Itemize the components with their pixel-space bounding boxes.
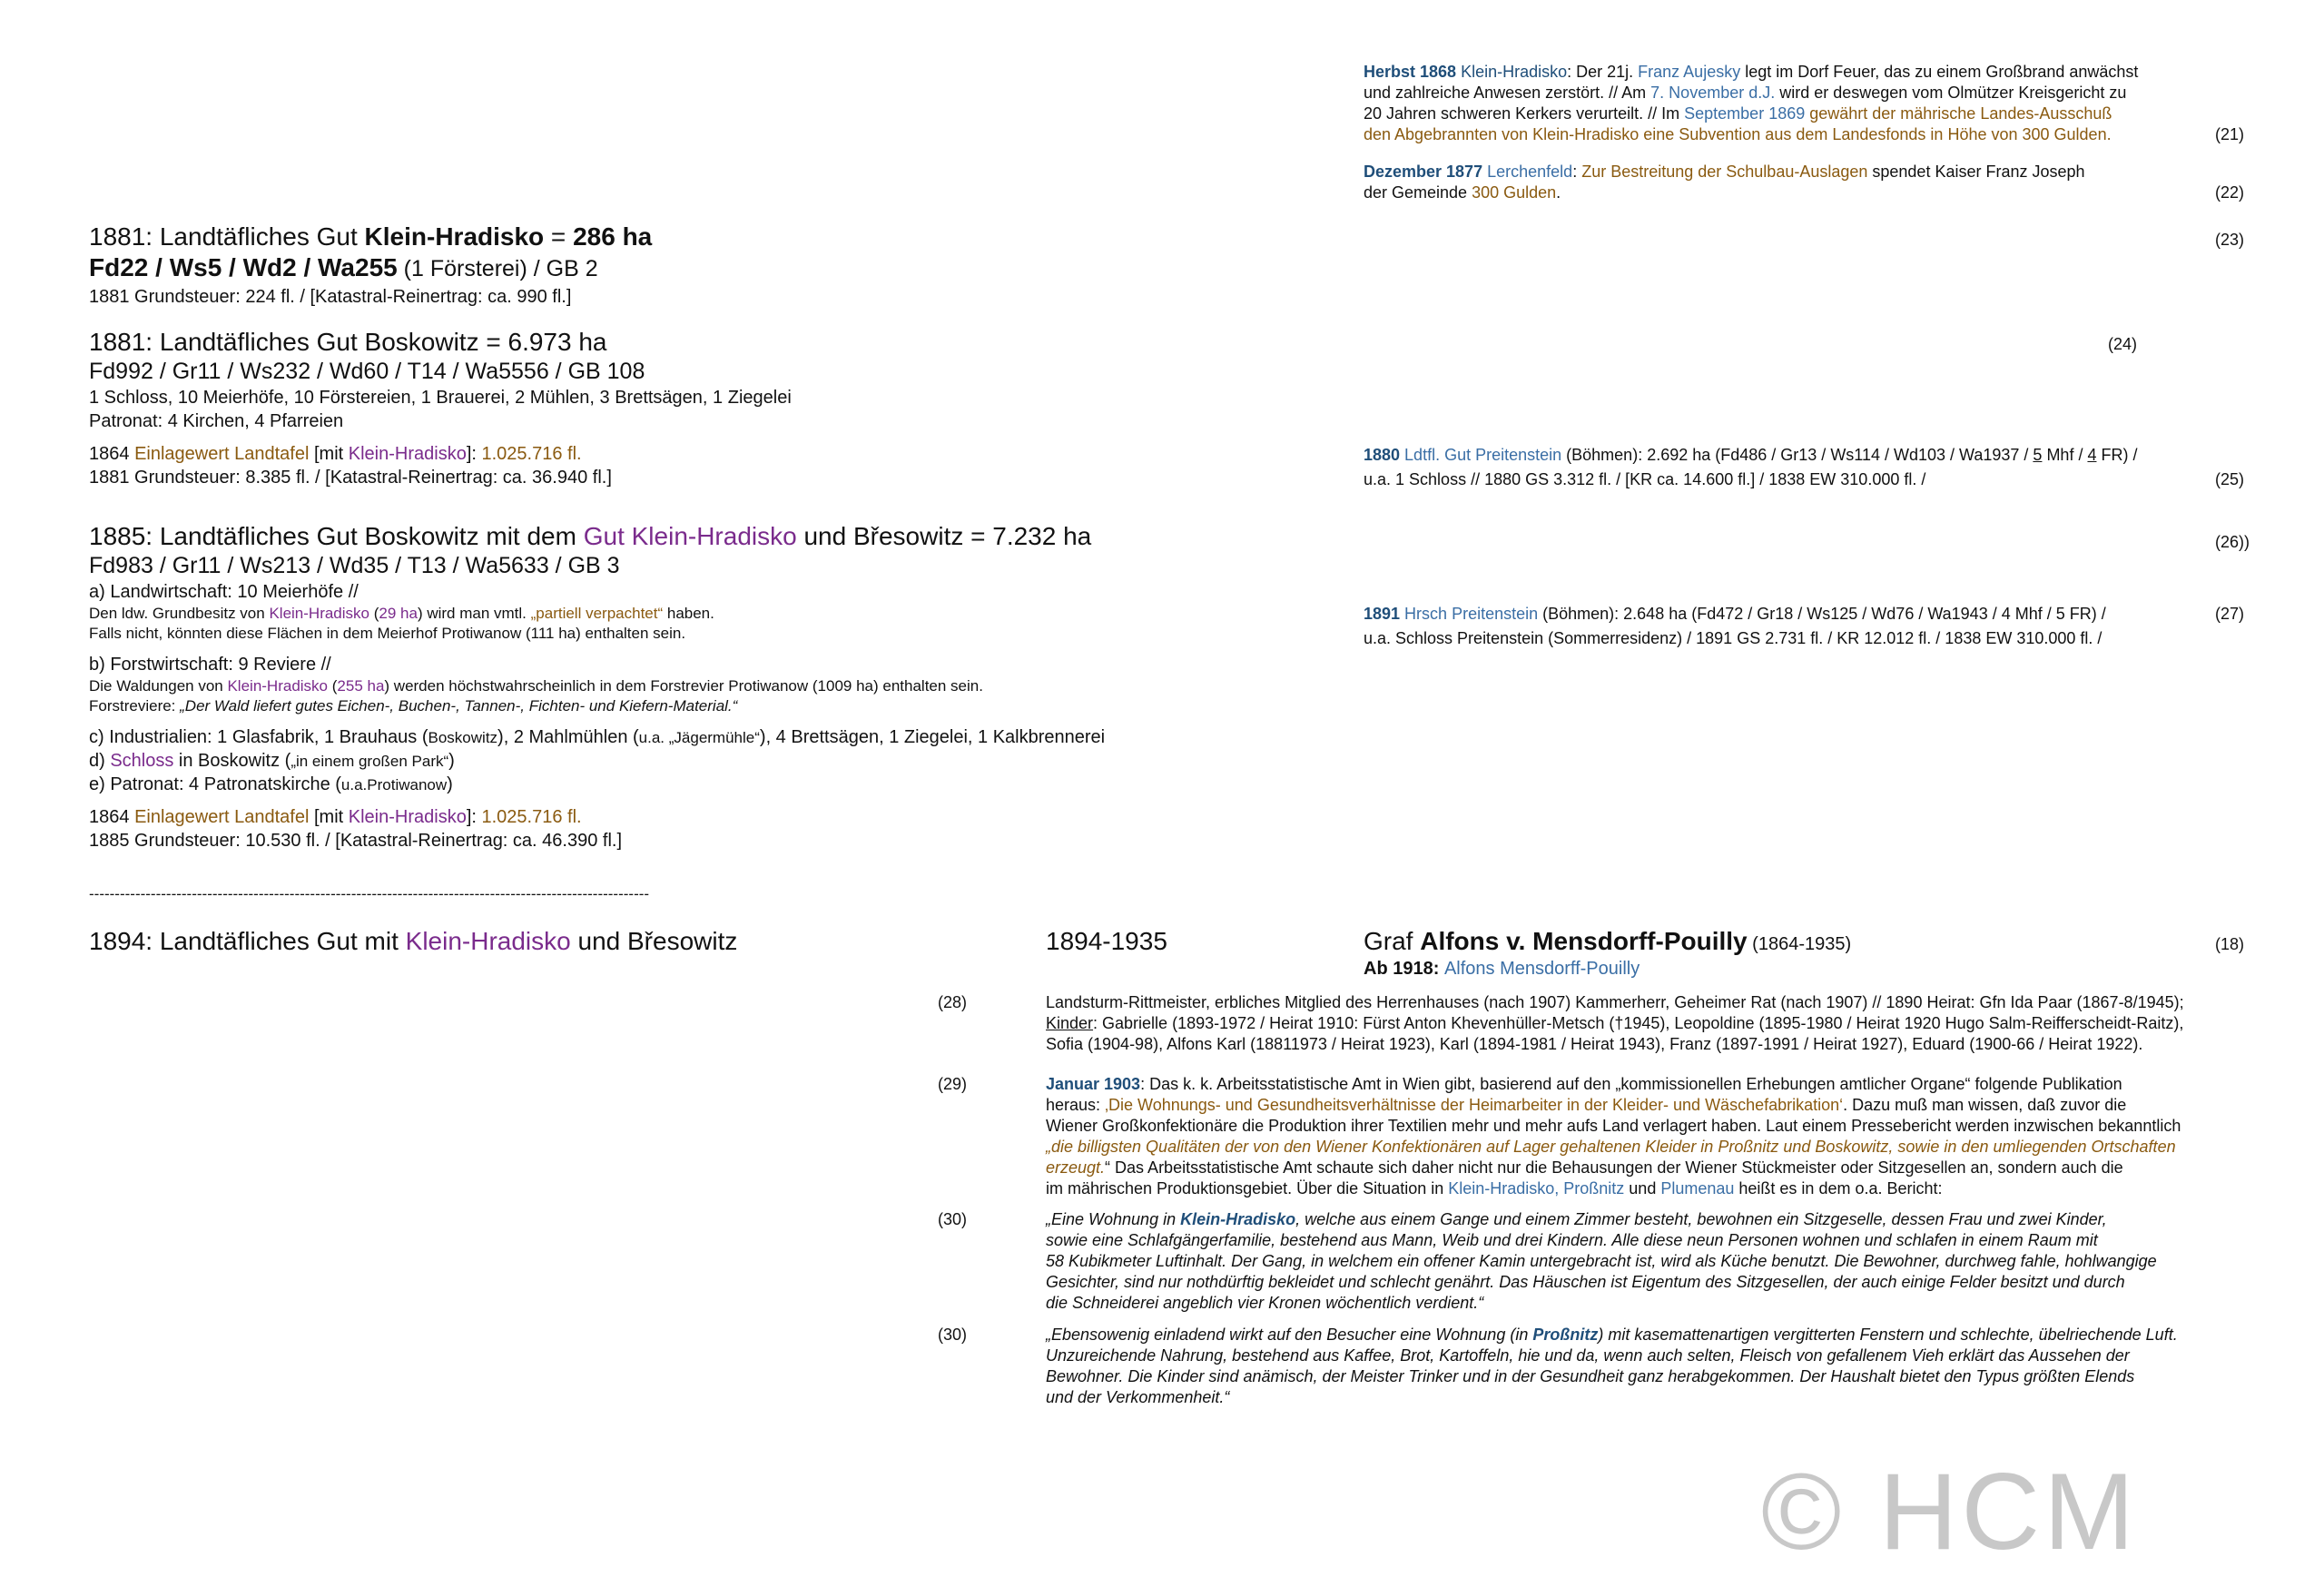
ref-26: (26)) <box>2215 533 2250 551</box>
ref-30b: (30) <box>938 1326 968 1344</box>
section-1881-klein-hradisko: 1881: Landtäfliches Gut Klein-Hradisko = 286 ha Fd22 / Ws5 / Wd2 / Wa255 (1 Försterei) / GB 2 1881 Grundsteuer: 224 fl. / [Katastral-Reinertrag: ca. 990 fl.] <box>89 222 653 307</box>
section-1885: 1885: Landtäfliches Gut Boskowitz mit dem Gut Klein-Hradisko und Břesowitz = 7.232 ha Fd983 / Gr11 / Ws213 / Wd35 / T13 / Wa5633 / GB 3 a) Landwirtschaft: 10 Meierhöfe // Den ldw. Grundbesitz von Klein-Hradisko (29 ha) wird man vmtl. „partiell verpachtet“ haben. Falls nicht, könnten diese Flächen in dem Meierhof Protiwanow (111 ha) enthalten sein. b) Forstwirtschaft: 9 Reviere // Die Waldungen von Klein-Hradisko (255 ha) werden höchstwahrscheinlich in dem Forstrevier Protiwanow (1009 ha) enthalten sein. Forstreviere: „Der Wald liefert gutes Eichen-, Buchen-, Tannen-, Fichten- und Kiefern-Material.“ c) Industrialien: 1 Glasfabrik, 1 Brauhaus (Boskowitz), 2 Mahlmühlen (u.a. „Jägermühle“), 4 Brettsägen, 1 Ziegelei, 1 Kalkbrennerei d) Schloss in Boskowitz („in einem großen Park“) e) Patronat: 4 Patronatskirche (u.a.Protiwanow) 1864 Einlagewert Landtafel [mit Klein-Hradisko]: 1.025.716 fl. 1885 Grundsteuer: 10.530 fl. / [Katastral-Reinertrag: ca. 46.390 fl.] <box>89 522 1106 851</box>
note-21: Herbst 1868 Klein-Hradisko: Der 21j. Franz Aujesky legt im Dorf Feuer, das zu einem Großbrand anwächst und zahlreiche Anwesen zerstört. // Am 7. November d.J. wird er deswegen vom Olmützer Kreisgericht zu 20 Jahren schweren Kerkers verurteilt. // Im September 1869 gewährt der mährische Landes-Ausschuß den Abgebrannten von Klein-Hradisko eine Subvention aus dem Landesfonds in Höhe von 300 Gulden. <box>1364 63 2139 143</box>
watermark-copyright: © HCM <box>1761 1451 2139 1572</box>
note-27: 1891 Hrsch Preitenstein (Böhmen): 2.648 ha (Fd472 / Gr18 / Ws125 / Wd76 / Wa1943 / 4 Mhf / 5 FR) / u.a. Schloss Preitenstein (Sommerresidenz) / 1891 GS 2.731 fl. / KR 12.012 fl. / 1838 EW 310.000 fl. / <box>1364 605 2106 647</box>
ref-23: (23) <box>2215 231 2245 249</box>
ref-24: (24) <box>2108 335 2138 353</box>
owner-name: Graf Alfons v. Mensdorff-Pouilly (1864-1935) Ab 1918: Alfons Mensdorff-Pouilly <box>1364 927 1852 979</box>
ref-22: (22) <box>2215 183 2245 202</box>
ref-28: (28) <box>938 993 968 1011</box>
note-22: Dezember 1877 Lerchenfeld: Zur Bestreitung der Schulbau-Auslagen spendet Kaiser Franz Joseph der Gemeinde 300 Gulden. <box>1364 163 2085 202</box>
section-1881-boskowitz: 1881: Landtäfliches Gut Boskowitz = 6.973 ha Fd992 / Gr11 / Ws232 / Wd60 / T14 / Wa5556 / GB 108 1 Schloss, 10 Meierhöfe, 10 Förstereien, 1 Brauerei, 2 Mühlen, 3 Brettsägen, 1 Ziegelei Patronat: 4 Kirchen, 4 Pfarreien 1864 Einlagewert Landtafel [mit Klein-Hradisko]: 1.025.716 fl. 1881 Grundsteuer: 8.385 fl. / [Katastral-Reinertrag: ca. 36.940 fl.] <box>89 328 792 488</box>
note-29: Januar 1903: Das k. k. Arbeitsstatistische Amt in Wien gibt, basierend auf den „kommissionellen Erhebungen amtlicher Organe“ folgende Publikation heraus: ‚Die Wohnungs- und Gesundheitsverhältnisse der Heimarbeiter in der Kleider- und Wäschefabrikation‘. Dazu muß man wissen, daß zuvor die Wiener Großkonfektionäre die Produktion ihrer Textilien mehr und mehr aufs Land verlagert haben. Laut einem Pressebericht werden inzwischen bekanntlich „die billigsten Qualitäten der von den Wiener Konfektionären auf Lager gehaltenen Kleider in Proßnitz und Boskowitz, sowie in den umliegenden Ortschaften erzeugt.“ Das Arbeitsstatistische Amt schaute sich daher nicht nur die Behausungen der Wiener Stückmeister oder Sitzgesellen an, sondern auch die im mährischen Produktionsgebiet. Über die Situation in Klein-Hradisko, Proßnitz und Plumenau heißt es in dem o.a. Bericht: <box>1046 1075 2181 1198</box>
note-30b: „Ebensowenig einladend wirkt auf den Besucher eine Wohnung (in Proßnitz) mit kasemattenartigen vergitterten Fenstern und schlechte, übelriechende Luft. Unzureichende Nahrung, bestehend aus Kaffee, Brot, Kartoffeln, hie und da, wenn auch selten, Fleisch von gefallenem Vieh erklärt das Aussehen der Bewohner. Die Kinder sind anämisch, der Meister Trinker und in der Gesundheit ganz herabgekommen. Der Haushalt bietet den Typus größten Elends und der Verkommenheit.“ <box>1046 1326 2178 1406</box>
ref-29: (29) <box>938 1075 968 1093</box>
section-1894-title: 1894: Landtäfliches Gut mit Klein-Hradisko und Břesowitz <box>89 927 738 955</box>
owner-years: 1894-1935 <box>1046 927 1167 955</box>
note-28: Landsturm-Rittmeister, erbliches Mitglied des Herrenhauses (nach 1907) Kammerherr, Geheimer Rat (nach 1907) // 1890 Heirat: Gfn Ida Paar (1867-8/1945); Kinder: Gabrielle (1893-1972 / Heirat 1910: Fürst Anton Khevenhüller-Metsch (†1945), Leopoldine (1895-1980 / Heirat 1920 Hugo Salm-Reifferscheidt-Raitz), Sofia (1904-98), Alfons Karl (18811973 / Heirat 1923), Karl (1894-1981 / Heirat 1943), Franz (1897-1991 / Heirat 1927), Eduard (1900-66 / Heirat 1922). <box>1046 993 2184 1053</box>
section-divider: ------------------------------------------------------------------------------------------------------------- <box>89 885 650 902</box>
ref-30a: (30) <box>938 1210 968 1228</box>
ref-27: (27) <box>2215 605 2245 623</box>
note-30a: „Eine Wohnung in Klein-Hradisko, welche aus einem Gange und einem Zimmer besteht, bewohnen ein Sitzgeselle, dessen Frau und zwei Kinder, sowie eine Schlafgängerfamilie, bestehend aus Mann, Weib und drei Kindern. Alle diese neun Personen wohnen und schlafen in einem Raum mit 58 Kubikmeter Luftinhalt. Der Gang, in welchem ein offener Kamin untergebracht ist, wird als Küche benutzt. Die Bewohner, durchweg fahle, hohlwangige Gesichter, sind nur nothdürftig bekleidet und schlecht genährt. Das Häuschen ist Eigentum des Sitzgesellen, der auch einige Felder besitzt und durch die Schneiderei angeblich vier Kronen wöchentlich verdient.“ <box>1046 1210 2157 1312</box>
ref-21: (21) <box>2215 125 2245 143</box>
ref-25: (25) <box>2215 470 2245 488</box>
ref-18: (18) <box>2215 935 2245 953</box>
note-25: 1880 Ldtfl. Gut Preitenstein (Böhmen): 2.692 ha (Fd486 / Gr13 / Ws114 / Wd103 / Wa1937 / 5 Mhf / 4 FR) / u.a. 1 Schloss // 1880 GS 3.312 fl. / [KR ca. 14.600 fl.] / 1838 EW 310.000 fl. / <box>1364 446 2138 488</box>
